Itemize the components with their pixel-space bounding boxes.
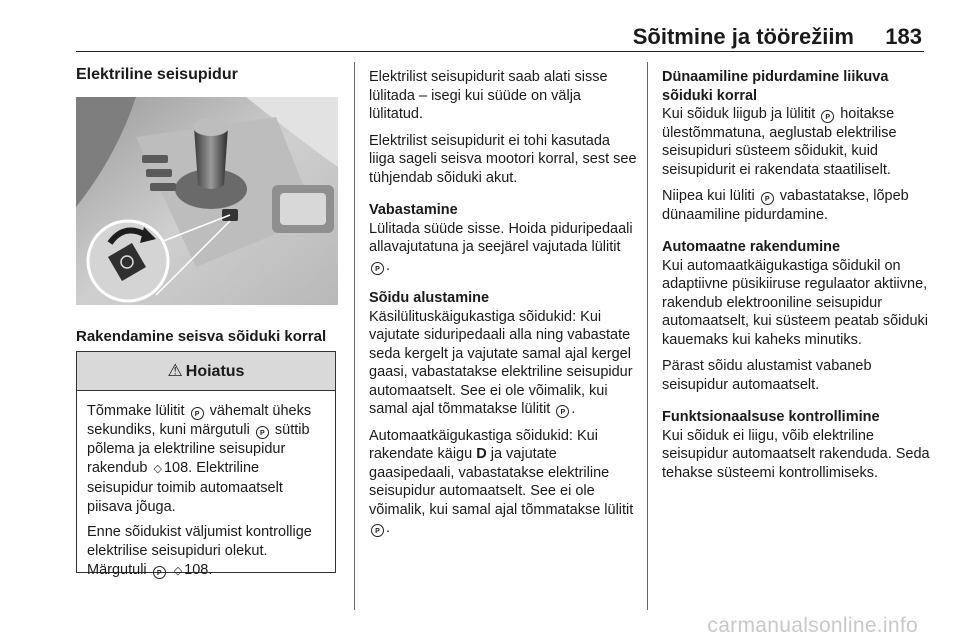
warning-body: [77, 391, 335, 581]
body-paragraph: Kui automaatkäigukastiga sõidukil on adaptiivne püsikiiruse regulaator aktiivne, rakendub elektrooniline seisupidur automaatselt, kui süsteem peatab sõiduki kauemaks kui kaheks minutiks.: [662, 257, 928, 348]
column-divider: [647, 62, 648, 610]
section-title: Sõitmine ja töörežiim: [632, 24, 854, 49]
warning-triangle-icon: ⚠: [167, 361, 183, 380]
body-text: .: [386, 520, 391, 536]
body-paragraph: [662, 187, 930, 224]
warning-box: [76, 351, 336, 578]
parking-brake-icon: P: [371, 524, 384, 537]
page-reference[interactable]: 108.: [184, 562, 213, 578]
subheading-release: Vabastamine: [369, 202, 458, 218]
body-text: ja vajutate gaasipedaali, vabastatakse elektriline seisupidur automaatselt. See ei ole võimalik, kui samal ajal tõmmatakse lülitit: [369, 446, 634, 518]
body-paragraph: Elektrilist seisupidurit saab alati sisse lülitada – isegi kui süüde on välja lülitatud.: [369, 69, 608, 122]
body-paragraph: [369, 427, 637, 538]
warning-text: vähemalt üheks sekundiks, kuni märgutuli: [87, 403, 312, 438]
cross-reference-icon: ◇: [173, 565, 183, 577]
parking-brake-icon: P: [153, 566, 166, 579]
warning-text: Enne sõidukist väljumist kontrollige elektrilise seisupiduri olekut. Märgutuli: [87, 524, 312, 578]
subheading-automatic-apply: Automaatne rakendumine: [662, 239, 841, 255]
body-paragraph: [369, 308, 637, 419]
page-reference[interactable]: 108.: [163, 460, 193, 476]
parking-brake-photo: [76, 97, 338, 305]
parking-brake-icon: P: [821, 110, 834, 123]
warning-title: Hoiatus: [185, 363, 245, 380]
body-paragraph: Pärast sõidu alustamist vabaneb seisupidur automaatselt.: [662, 358, 872, 393]
warning-paragraph: [87, 402, 325, 517]
warning-header: [77, 352, 335, 391]
body-text: Lülitada süüde sisse. Hoida piduripedaali allavajutatuna ja seejärel vajutada lülitit: [369, 220, 633, 255]
watermark: carmanualsonline.info: [707, 614, 918, 637]
parking-brake-icon: P: [371, 262, 384, 275]
parking-brake-icon: P: [761, 192, 774, 205]
subheading-drive-away: Sõidu alustamine: [369, 290, 490, 306]
parking-brake-icon: P: [191, 407, 204, 420]
body-text: .: [386, 257, 391, 274]
warning-text: Elektriline seisupidur toimib automaatselt piisava jõuga.: [87, 460, 283, 515]
body-text: hoitakse ülestõmmatuna, aeglustab elektrilise seisupiduri süsteem sõidukit, kuid seisupidurit ei rakendata staatiliselt.: [662, 106, 897, 178]
body-text: Niipea kui lüliti: [662, 188, 755, 204]
body-paragraph: Elektrilist seisupidurit ei tohi kasutada liiga sageli seisva mootori korral, sest see tühjendab sõiduki akut.: [369, 132, 637, 186]
page-number: 183: [885, 24, 922, 49]
column-divider: [354, 62, 355, 610]
body-paragraph: [369, 220, 637, 276]
body-text: .: [571, 401, 576, 417]
gear-label: D: [476, 446, 487, 462]
header-rule: [76, 51, 924, 52]
parking-brake-icon: P: [556, 405, 569, 418]
warning-text: süttib põlema ja elektriline seisupidur rakendub: [87, 422, 310, 476]
parking-brake-icon: P: [256, 426, 269, 439]
subheading-function-check: Funktsionaalsuse kontrollimine: [662, 409, 880, 425]
column-3: [662, 68, 930, 490]
warning-paragraph: [87, 523, 325, 581]
section-heading: Elektriline seisupidur: [76, 66, 238, 83]
console-illustration: [76, 97, 338, 305]
subheading-dynamic-braking: Dünaamiline pidurdamine liikuva sõiduki korral: [662, 69, 889, 104]
column-2: [369, 68, 637, 546]
body-text: vabastatakse, lõpeb dünaamiline pidurdamine.: [662, 188, 909, 223]
body-paragraph: [662, 105, 930, 179]
body-text: Automaatkäigukastiga sõidukid: Kui rakendate käigu: [369, 427, 598, 462]
page-header: [0, 0, 960, 54]
photo-caption: Rakendamine seisva sõiduki korral: [76, 328, 327, 345]
body-paragraph: Kui sõiduk ei liigu, võib elektriline seisupidur automaatselt rakenduda. Seda tehakse süsteemi kontrollimiseks.: [662, 427, 930, 481]
cross-reference-icon: ◇: [153, 463, 162, 475]
warning-text: Tõmmake lülitit: [87, 403, 185, 419]
body-text: Käsilülituskäigukastiga sõidukid: Kui vajutate siduripedaali alla ning vabastate seda kergelt ja vajutate samal ajal kergel gaasi, vabastatakse elektriline seisupidur automaatselt. See ei ole võimalik, kui samal ajal tõmmatakse lülitit: [369, 308, 633, 417]
body-text: Kui sõiduk liigub ja lülitit: [662, 106, 816, 122]
